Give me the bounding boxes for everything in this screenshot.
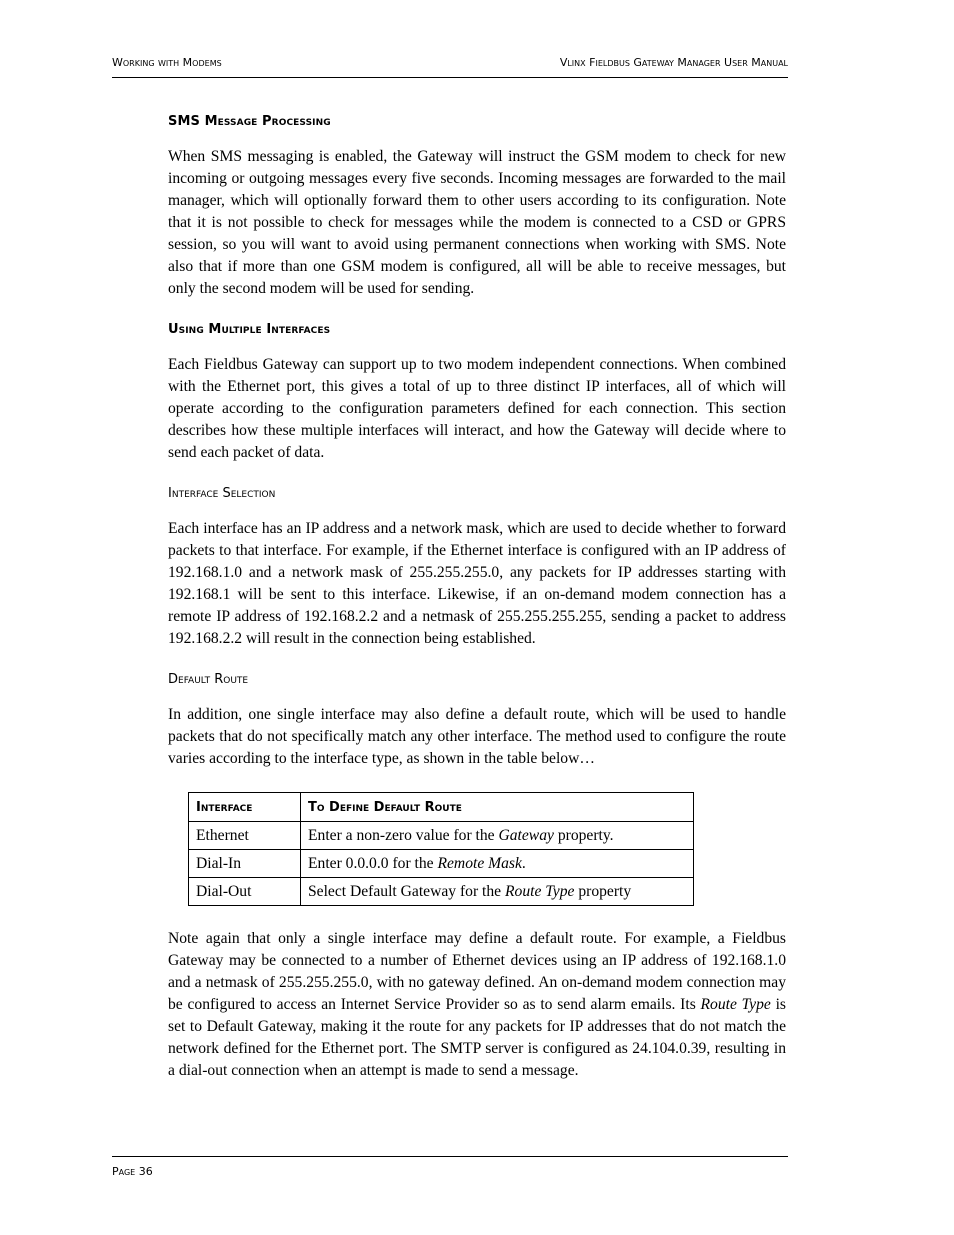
table-row	[189, 878, 694, 906]
page-number: Page 36	[112, 1165, 153, 1178]
route-text: .	[521, 854, 526, 872]
default-route-heading: Default Route	[168, 672, 249, 687]
interface-cell: Dial-Out	[189, 878, 301, 906]
page-footer	[112, 1156, 788, 1178]
route-text: property.	[553, 826, 614, 844]
route-cell	[301, 878, 694, 906]
route-text: Select Default Gateway for the	[308, 882, 506, 900]
default-route-table	[188, 792, 694, 906]
route-text: Enter a non-zero value for the	[308, 826, 499, 844]
property-name: Remote Mask	[437, 854, 522, 872]
column-header-interface: Interface	[189, 793, 301, 822]
chapter-title: Working with Modems	[112, 56, 222, 69]
property-name: Route Type	[505, 882, 575, 900]
closing-text: Note again that only a single interface may define a default route. For example, a Fieldbus Gateway may be connected to a number of Ethernet devices using an IP address of 192.168.1.0 and a netmask of 255.255.255.0, with no gateway defined. An on-demand modem connection may be configured to access an Internet Service Provider so as to send alarm emails. Its	[168, 930, 786, 1013]
route-text: property	[574, 882, 632, 900]
property-name: Gateway	[498, 826, 554, 844]
page-header	[112, 56, 788, 78]
closing-paragraph	[168, 928, 786, 1082]
interface-selection-heading: Interface Selection	[168, 486, 276, 501]
table-header-row	[189, 793, 694, 822]
route-cell	[301, 822, 694, 850]
page-content	[168, 114, 786, 1104]
route-type-term: Route Type	[700, 996, 771, 1013]
default-route-paragraph: In addition, one single interface may also define a default route, which will be used to handle packets that do not specifically match any other interface. The method used to configure the route varies according to the interface type, as shown in the table below…	[168, 706, 786, 767]
manual-title: Vlinx Fieldbus Gateway Manager User Manual	[559, 56, 788, 69]
interface-selection-paragraph: Each interface has an IP address and a network mask, which are used to decide whether to forward packets to that interface. For example, if the Ethernet interface is configured with an IP address of 192.168.1.0 and a network mask of 255.255.255.0, any packets for IP addresses starting with 192.168.1 will be sent to this interface. Likewise, if an on-demand modem connection has a remote IP address of 192.168.2.2 and a netmask of 255.255.255.255, sending a packet to address 192.168.2.2 will result in the connection being established.	[168, 520, 786, 647]
closing-text: is set to Default Gateway, making it the route for any packets for IP addresses that do not match the network defined for the Ethernet port. The SMTP server is configured as 24.104.0.39, resulting in a dial-out connection when an attempt is made to send a message.	[168, 996, 786, 1079]
route-text: Enter 0.0.0.0 for the	[308, 854, 438, 872]
interface-cell: Dial-In	[189, 850, 301, 878]
column-header-default-route: To Define Default Route	[301, 793, 694, 822]
table-row	[189, 822, 694, 850]
sms-section-heading: SMS Message Processing	[168, 114, 331, 129]
multiple-interfaces-paragraph: Each Fieldbus Gateway can support up to two modem independent connections. When combined with the Ethernet port, this gives a total of up to three distinct IP interfaces, all of which will operate according to the configuration parameters defined for each connection. This section describes how these multiple interfaces will interact, and how the Gateway will decide where to send each packet of data.	[168, 356, 786, 461]
sms-paragraph: When SMS messaging is enabled, the Gateway will instruct the GSM modem to check for new incoming or outgoing messages every five seconds. Incoming messages are forwarded to the mail manager, which will optionally forward them to other users according to its configuration. Note that it is not possible to check for messages while the modem is connected to a CSD or GPRS session, so you will want to avoid using permanent connections when working with SMS. Note also that if more than one GSM modem is configured, all will be able to receive messages, but only the second modem will be used for sending.	[168, 148, 786, 297]
interface-cell: Ethernet	[189, 822, 301, 850]
route-cell	[301, 850, 694, 878]
table-row	[189, 850, 694, 878]
multiple-interfaces-heading: Using Multiple Interfaces	[168, 322, 331, 337]
